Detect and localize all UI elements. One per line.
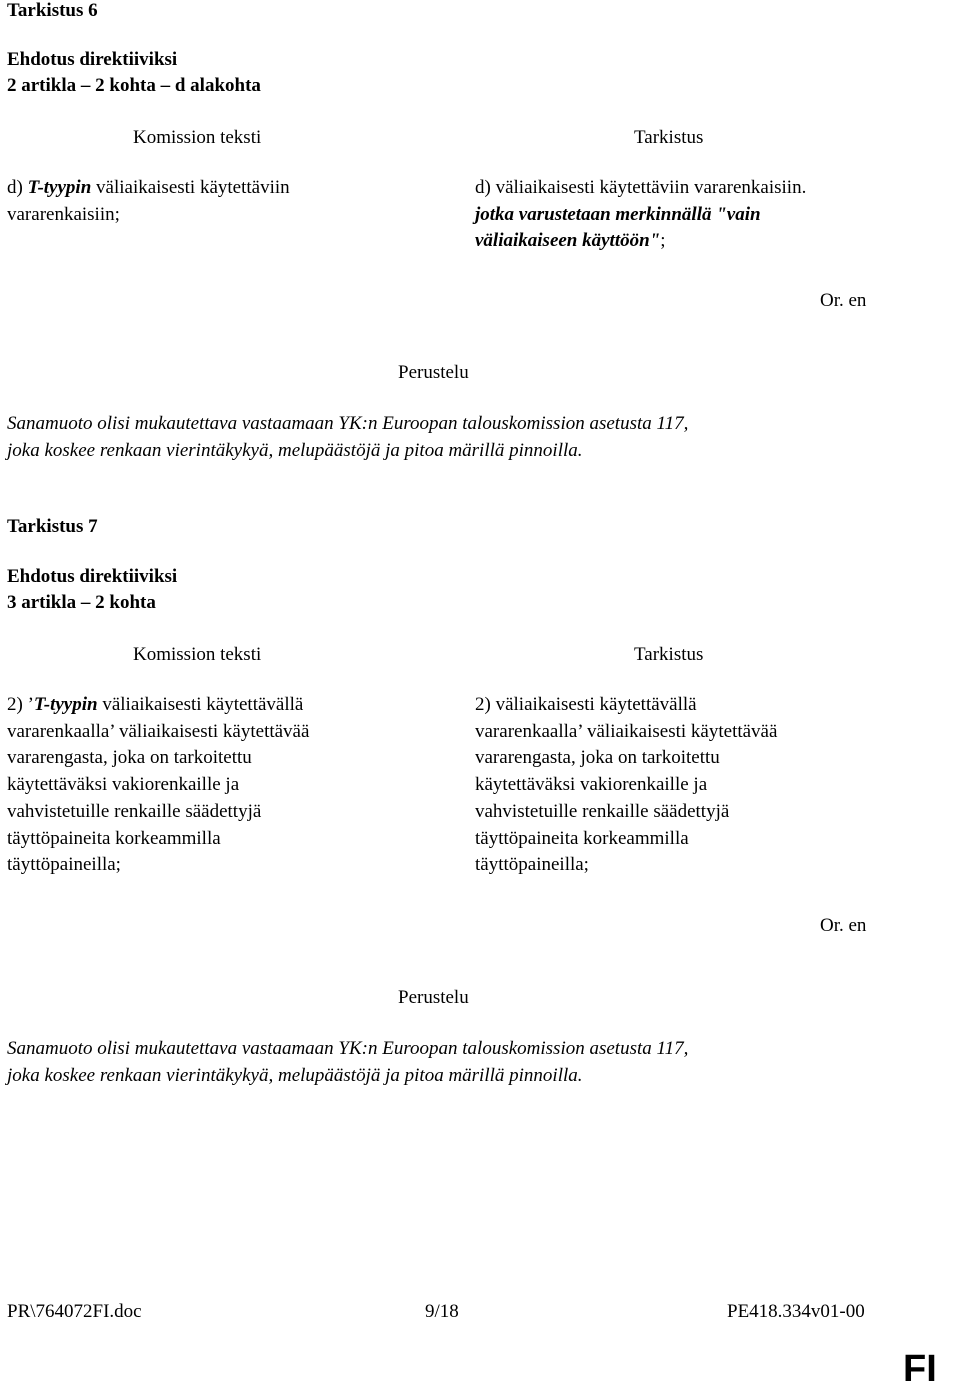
a7-left-line1-rest: väliaikaisesti käytettävällä (97, 694, 304, 715)
amendment-6-amendment-text (475, 175, 806, 255)
a6-right-line2: jotka varustetaan merkinnällä "vain (475, 203, 761, 225)
amendment-7-proposal-label: Ehdotus direktiiviksi (7, 566, 178, 587)
a7-justification-line-1: Sanamuoto olisi mukautettava vastaamaan YK:n Euroopan talouskomission asetusta 117, (7, 1038, 689, 1059)
a6-left-emph: T-tyypin (27, 177, 92, 198)
amendment-6-left-header: Komission teksti (133, 127, 262, 148)
a7-right-line: 2) väliaikaisesti käytettävällä (475, 694, 697, 715)
amendment-6-justification-header: Perustelu (398, 362, 469, 383)
amendment-6-commission-text (7, 175, 290, 228)
amendment-7-right-header: Tarkistus (634, 644, 704, 665)
amendment-6-proposal-label: Ehdotus direktiiviksi (7, 49, 178, 70)
a7-left-emph: T-tyypin (33, 694, 98, 715)
a7-right-line: käytettäväksi vakiorenkaille ja (475, 774, 708, 796)
a6-left-line1-rest: väliaikaisesti käytettäviin (91, 177, 290, 198)
a7-left-prefix: 2) ’ (7, 694, 34, 715)
a7-left-line: käytettäväksi vakiorenkaille ja (7, 774, 240, 796)
footer-pe-ref: PE418.334v01-00 (727, 1301, 865, 1322)
a7-right-line: vararenkaalla’ väliaikaisesti käytettävää (475, 720, 778, 742)
a7-right-line: täyttöpaineilla; (475, 854, 589, 876)
amendment-7-justification-header: Perustelu (398, 987, 469, 1008)
amendment-7-left-header: Komission teksti (133, 644, 262, 665)
amendment-6-right-header: Tarkistus (634, 127, 704, 148)
a6-justification-line-2: joka koskee renkaan vierintäkykyä, melupäästöjä ja pitoa märillä pinnoilla. (7, 439, 583, 461)
a7-left-line: vahvistetuille renkaille säädettyjä (7, 800, 262, 822)
footer-language-code: FI (903, 1348, 937, 1390)
amendment-6-justification (7, 411, 688, 464)
amendment-7-commission-text (7, 692, 309, 879)
amendment-6-origin: Or. en (820, 290, 867, 311)
a7-right-line: vararengasta, joka on tarkoitettu (475, 747, 720, 769)
a6-right-line3-emph: väliaikaiseen käyttöön" (475, 230, 661, 252)
a6-left-line2: vararenkaisiin; (7, 203, 120, 225)
amendment-7-amendment-text (475, 692, 777, 879)
a7-justification-line-2: joka koskee renkaan vierintäkykyä, melupäästöjä ja pitoa märillä pinnoilla. (7, 1064, 583, 1086)
a7-left-line: täyttöpaineilla; (7, 854, 121, 876)
a6-right-line1: d) väliaikaisesti käytettäviin vararenkaisiin. (475, 177, 807, 198)
amendment-7-justification (7, 1036, 688, 1089)
footer-doc-ref: PR\764072FI.doc (7, 1301, 142, 1322)
a6-left-prefix: d) (7, 177, 28, 198)
amendment-7-reference: 3 artikla – 2 kohta (7, 592, 156, 613)
a7-left-line: vararenkaalla’ väliaikaisesti käytettävää (7, 720, 310, 742)
a7-right-line: vahvistetuille renkaille säädettyjä (475, 800, 730, 822)
a6-right-line3-rest: ; (660, 230, 666, 252)
a7-left-line: täyttöpaineita korkeammilla (7, 827, 221, 849)
amendment-6-reference: 2 artikla – 2 kohta – d alakohta (7, 75, 261, 96)
amendment-7-origin: Or. en (820, 915, 867, 936)
a6-justification-line-1: Sanamuoto olisi mukautettava vastaamaan YK:n Euroopan talouskomission asetusta 117, (7, 413, 689, 434)
a7-right-line: täyttöpaineita korkeammilla (475, 827, 689, 849)
footer-page-number: 9/18 (425, 1301, 459, 1322)
amendment-6-title: Tarkistus 6 (7, 0, 98, 21)
amendment-7-title: Tarkistus 7 (7, 516, 98, 537)
a7-left-line: vararengasta, joka on tarkoitettu (7, 747, 252, 769)
